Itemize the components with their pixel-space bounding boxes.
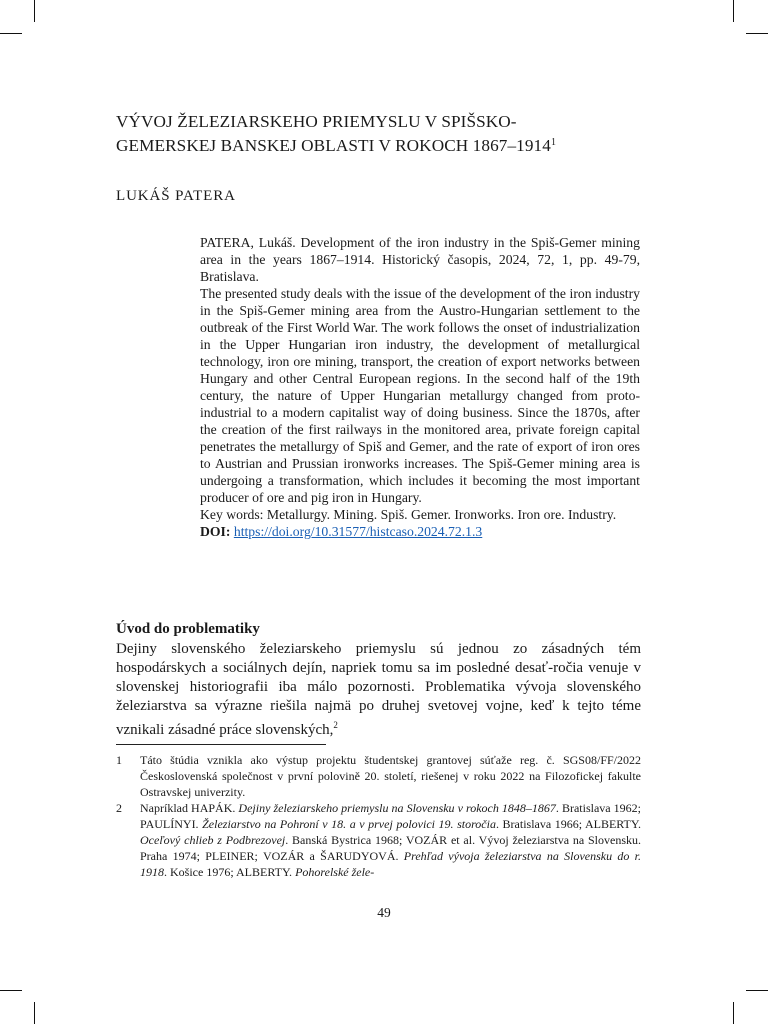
intro-paragraph-text: Dejiny slovenského železiarskeho priemyslu sú jednou zo zásadných tém hospodárskych a sociálnych dejín, napriek tomu sa im posledné desať-ročia venuje v slovenskej historiografii iba málo pozornosti. Problematika vývoja slovenského železiarstva sa výrazne riešila najmä po druhej svetovej vojne, keď k tejto téme vznikali zásadné práce slovenských, bbox=[116, 641, 641, 738]
footnote-1 bbox=[116, 752, 641, 800]
footnote-cited-work: Prehľad vývoja železiarstva na Slovensku do r. 1918 bbox=[140, 849, 641, 879]
article-title-line-1: VÝVOJ ŽELEZIARSKEHO PRIEMYSLU V SPIŠSKO- bbox=[116, 112, 517, 131]
crop-mark-top-left-h bbox=[0, 33, 22, 34]
footnote-2 bbox=[116, 800, 641, 880]
footnote-text-part: . Banská Bystrica 1968; VOZÁR et al. Vývoj železiarstva na Slovensku. Praha 1974; PLEINER; VOZÁR a ŠARUDYOVÁ. bbox=[140, 833, 641, 863]
section-heading: Úvod do problematiky bbox=[116, 621, 260, 637]
article-title-line-2 bbox=[116, 132, 636, 156]
crop-mark-bottom-left-h bbox=[0, 990, 22, 991]
abstract-summary: The presented study deals with the issue of the development of the iron industry in the Spiš-Gemer mining area from the Austro-Hungarian settlement to the outbreak of the First World War. The work follows the onset of industrialization in the Upper Hungarian iron industry, the development of metallurgical technology, iron ore mining, transport, the creation of export networks between Hungary and other Central European regions. In the second half of the 19th century, the nature of Upper Hungarian metallurgy changed from proto-industrial to a modern capitalist way of doing business. Since the 1870s, after the creation of the first railways in the monitored area, private foreign capital penetrates the metallurgy of Spiš and Gemer, and the rate of export of iron ores to Austrian and Prussian ironworks increases. The Spiš-Gemer mining area is undergoing a transformation, which includes it becoming the most important producer of ore and pig iron in Hungary. bbox=[200, 286, 640, 505]
footnote-cited-work: Dejiny železiarskeho priemyslu na Slovensku v rokoch 1848–1867 bbox=[238, 801, 556, 815]
crop-mark-bottom-right-h bbox=[746, 990, 768, 991]
article-title bbox=[116, 111, 636, 156]
author-name: LUKÁŠ PATERA bbox=[116, 188, 236, 204]
footnote-text-part: . Bratislava 1966; ALBERTY. bbox=[495, 817, 642, 831]
footnote-number: 1 bbox=[116, 753, 122, 767]
title-footnote-ref[interactable]: 1 bbox=[550, 137, 557, 148]
footnote-cited-work: Pohorelské žele- bbox=[295, 865, 375, 879]
footnote-cited-work: Železiarstvo na Pohroní v 18. a v prvej polovici 19. storočia bbox=[202, 817, 496, 831]
article-title-line-2-text: GEMERSKEJ BANSKEJ OBLASTI V ROKOCH 1867–1914 bbox=[116, 136, 551, 155]
abstract-doi bbox=[200, 523, 640, 540]
footnote-cited-work: Oceľový chlieb z Podbrezovej bbox=[140, 833, 286, 847]
intro-paragraph bbox=[116, 640, 641, 740]
footnote-number: 2 bbox=[116, 801, 122, 815]
footnote-text-part: . Košice 1976; ALBERTY. bbox=[164, 865, 296, 879]
abstract-block bbox=[200, 234, 640, 540]
crop-mark-bottom-right-v bbox=[733, 1002, 734, 1024]
crop-mark-top-left-v bbox=[34, 0, 35, 22]
crop-mark-bottom-left-v bbox=[34, 1002, 35, 1024]
doi-label: DOI: bbox=[200, 524, 231, 539]
footnote-text-part: . Bratislava 1962; PAULÍNYI. bbox=[140, 801, 642, 831]
abstract-keywords: Key words: Metallurgy. Mining. Spiš. Gemer. Ironworks. Iron ore. Industry. bbox=[200, 507, 617, 522]
footnote-text: Táto štúdia vznikla ako výstup projektu študentskej grantovej súťaže reg. č. SGS08/FF/2022 Československá společnost v první polovině 20. století, riešenej v roku 2022 na Filozofickej fakulte Ostravskej univerzity. bbox=[140, 753, 641, 799]
page-number: 49 bbox=[377, 905, 391, 920]
footnote-separator bbox=[116, 744, 326, 745]
crop-mark-top-right-h bbox=[746, 33, 768, 34]
footnote-text-part: Napríklad HAPÁK. bbox=[140, 801, 239, 815]
doi-link[interactable]: https://doi.org/10.31577/histcaso.2024.72.1.3 bbox=[233, 524, 483, 539]
abstract-citation: PATERA, Lukáš. Development of the iron industry in the Spiš-Gemer mining area in the years 1867–1914. Historický časopis, 2024, 72, 1, pp. 49-79, Bratislava. bbox=[200, 235, 640, 284]
footnote-text bbox=[140, 800, 641, 880]
intro-footnote-ref[interactable]: 2 bbox=[333, 720, 338, 730]
crop-mark-top-right-v bbox=[733, 0, 734, 22]
